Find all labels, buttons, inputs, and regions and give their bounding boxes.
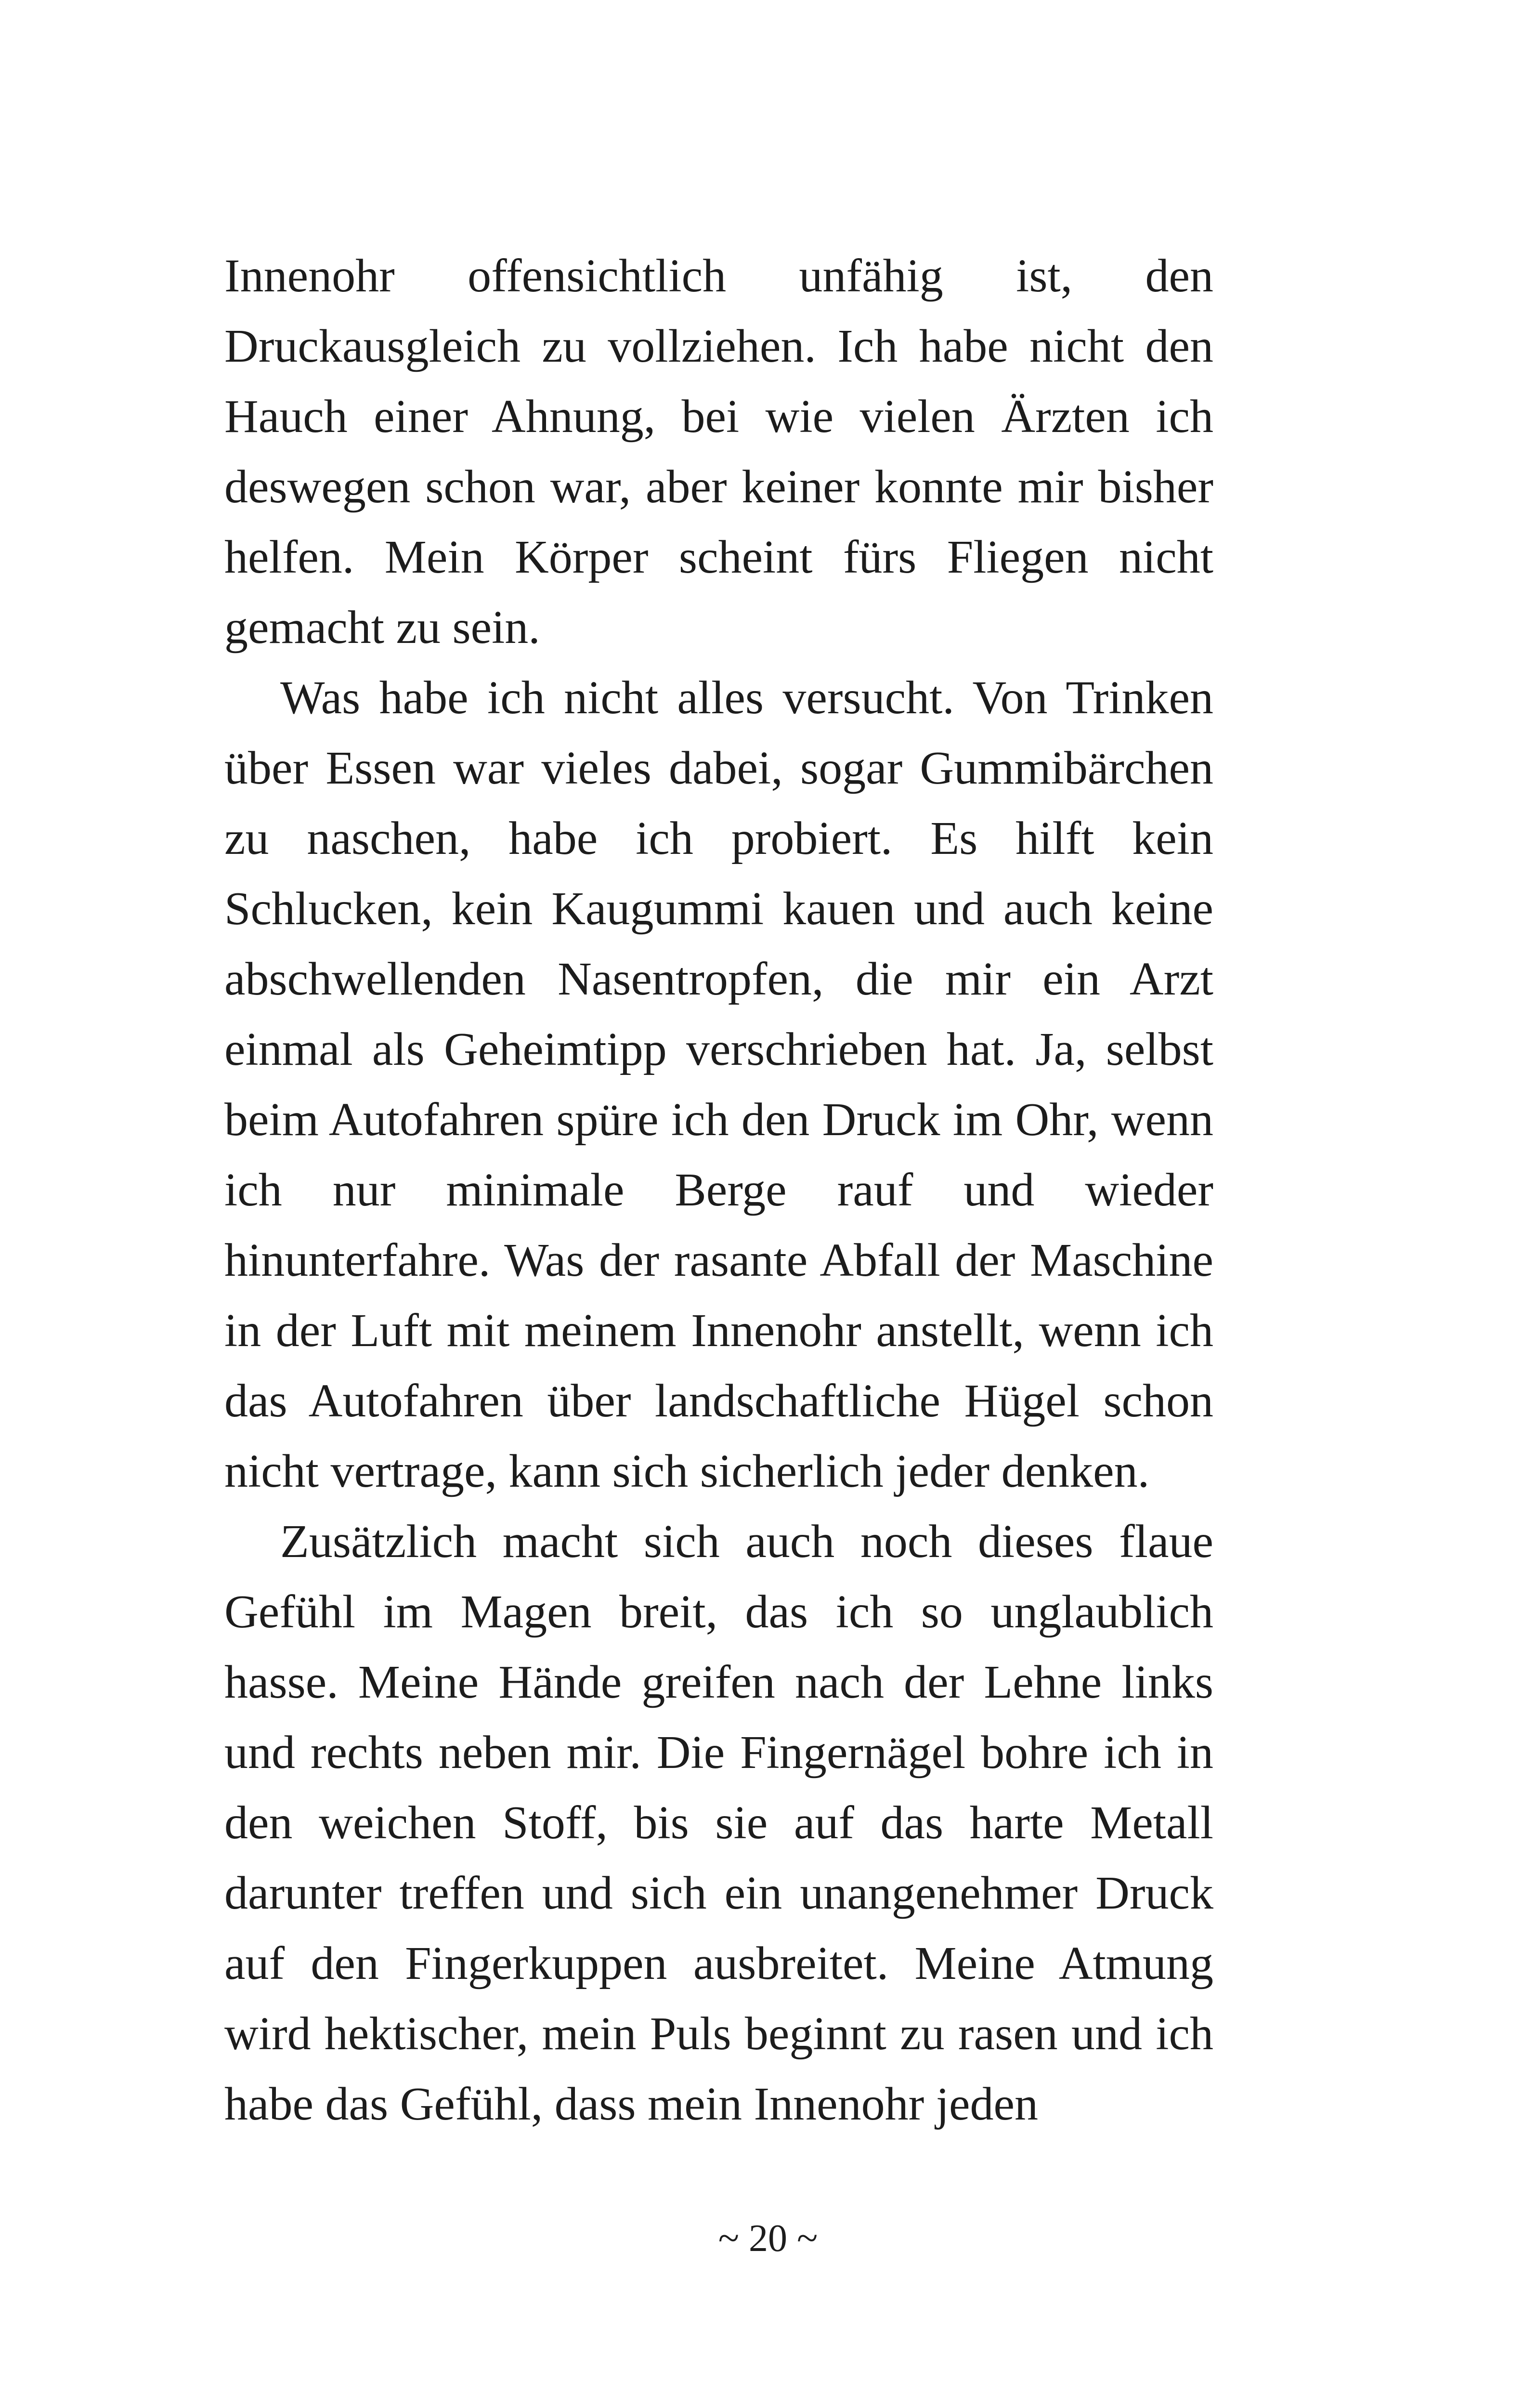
paragraph-2: Was habe ich nicht alles versucht. Von Trinken über Essen war vieles dabei, sogar Gummibärchen zu naschen, habe ich probiert. Es hilft kein Schlucken, kein Kaugummi kauen und auch keine abschwellenden Nasentropfen, die mir ein Arzt einmal als Geheimtipp verschrieben hat. Ja, selbst beim Autofahren spüre ich den Druck im Ohr, wenn ich nur minimale Berge rauf und wieder hinunterfahre. Was der rasante Abfall der Maschine in der Luft mit meinem Innenohr anstellt, wenn ich das Autofahren über landschaftliche Hügel schon nicht vertrage, kann sich sicherlich jeder denken. — [224, 672, 1213, 1497]
page-number: ~ 20 ~ — [718, 2217, 818, 2260]
paragraph-1: Innenohr offensichtlich unfähig ist, den Druckausgleich zu vollziehen. Ich habe nicht den Hauch einer Ahnung, bei wie vielen Ärzten ich deswegen schon war, aber keiner konnte mir bisher helfen. Mein Körper scheint fürs Fliegen nicht gemacht zu sein. — [224, 250, 1213, 654]
body-text — [224, 241, 1213, 2139]
paragraph-3: Zusätzlich macht sich auch noch dieses flaue Gefühl im Magen breit, das ich so unglaublich hasse. Meine Hände greifen nach der Lehne links und rechts neben mir. Die Fingernägel bohre ich in den weichen Stoff, bis sie auf das harte Metall darunter treffen und sich ein unangenehmer Druck auf den Fingerkuppen ausbreitet. Meine Atmung wird hektischer, mein Puls beginnt zu rasen und ich habe das Gefühl, dass mein Innenohr jeden — [224, 1516, 1213, 2130]
